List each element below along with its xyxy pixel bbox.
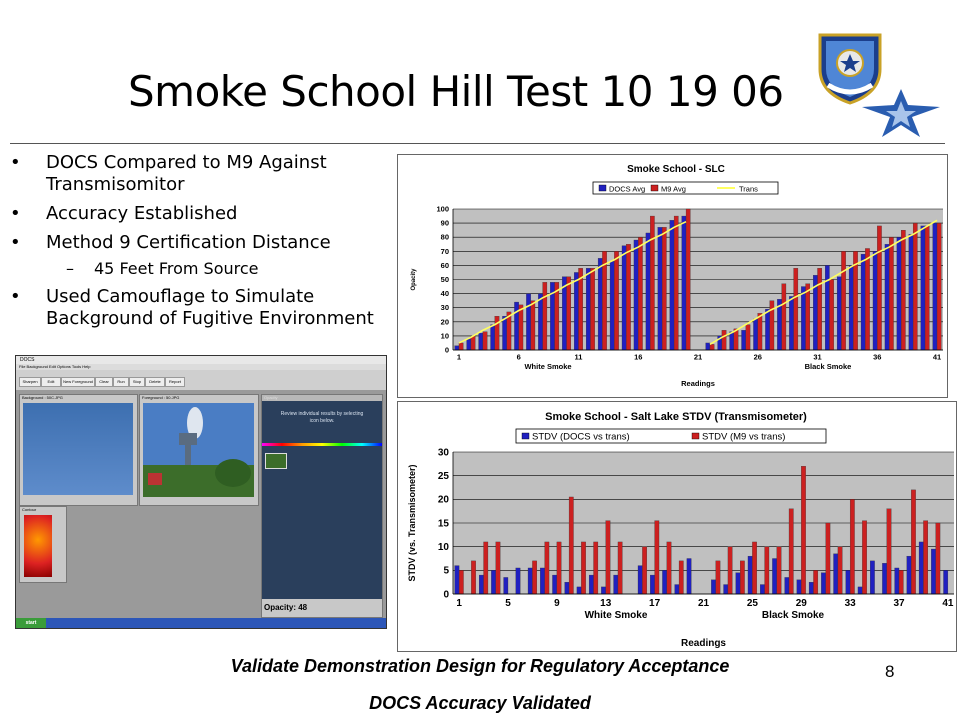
y-tick-label: 20 [437,494,449,506]
bar [853,251,857,350]
legend-swatch [651,185,658,191]
bar [789,296,793,350]
opacity-pane [261,394,383,618]
x-tick-label: 41 [942,598,954,609]
x-tick-label: 13 [600,598,612,609]
bar [574,272,578,350]
bullet-text: Used Camouflage to Simulate Background of Fugitive Environment [46,286,374,329]
bar [467,339,471,350]
bar [801,287,805,350]
bar [578,268,582,350]
bar [642,547,646,594]
bar [742,330,746,350]
bar [455,566,459,594]
chart-title: Smoke School - SLC [627,164,725,175]
y-tick-label: 0 [443,589,449,601]
bar [925,226,929,350]
toolbar-button: Edit [41,377,61,387]
legend-label: STDV (DOCS vs trans) [532,431,630,443]
bar [907,556,911,594]
bar [801,466,805,594]
legend-label: DOCS Avg [609,184,646,194]
bar [753,319,757,350]
bar [782,284,786,350]
bullet-item [8,232,403,254]
opacity-header: Opacity [262,395,382,401]
bar [634,240,638,350]
bar [772,559,776,595]
chart-stdv [397,401,957,652]
bar [543,282,547,350]
bar [870,561,874,594]
bar [722,330,726,350]
bar [919,542,923,594]
docs-software-screenshot [15,355,387,629]
toolbar [16,370,386,390]
y-tick-label: 40 [440,289,449,299]
bar [821,573,825,594]
x-tick-label: 5 [505,598,511,609]
bar [667,542,671,594]
legend-swatch [692,433,699,439]
water-tower-photo [143,403,254,497]
x-tick-label: 37 [893,598,905,609]
y-tick-label: 80 [440,232,449,242]
y-tick-label: 70 [440,246,449,256]
air-force-wings-icon [860,83,942,141]
bullet-list [8,152,403,337]
bar [540,568,544,594]
bar [459,343,463,350]
bar [873,251,877,350]
bar [913,223,917,350]
bar [674,216,678,350]
bar [716,561,720,594]
bar [889,237,893,350]
bar [594,542,598,594]
bar [923,521,927,594]
contour-pane [19,506,67,583]
bar [748,556,752,594]
title-divider [10,143,945,144]
bullet-item [8,203,403,225]
contour-heatmap [24,515,52,577]
background-label: Background : 50C.JPG [22,395,63,400]
bar [622,246,626,350]
bar [552,575,556,594]
bar [887,509,891,594]
bar [850,499,854,594]
x-tick-label: 11 [574,352,583,362]
toolbar-button: Delete [145,377,165,387]
bar [626,244,630,350]
toolbar-button: Sharpen [19,377,41,387]
x-axis-label: Readings [680,638,727,649]
x-tick-label: 31 [813,352,822,362]
bar [706,343,710,350]
bar [785,577,789,594]
bar [618,542,622,594]
bar [765,309,769,350]
bar [895,568,899,594]
bar [614,575,618,594]
opacity-value: Opacity: 48 [262,599,382,617]
x-tick-label: 1 [456,352,462,362]
bar [933,223,937,350]
y-tick-label: 30 [437,447,449,459]
bar [877,226,881,350]
bar [797,580,801,594]
foreground-pane [139,394,259,506]
bar [662,570,666,594]
y-tick-label: 20 [440,317,449,327]
y-tick-label: 15 [437,518,449,530]
x-tick-label: 25 [746,598,758,609]
bar [610,261,614,350]
bar [655,521,659,594]
footer-validate-text: Validate Demonstration Design for Regulatory Acceptance [230,656,730,676]
group-label: Black Smoke [804,362,852,371]
bar [885,244,889,350]
bar [818,268,822,350]
bar [882,563,886,594]
bar [765,547,769,594]
bar [638,566,642,594]
bar [758,313,762,350]
chart-opacity-slc [397,154,948,398]
bar [646,233,650,350]
y-tick-label: 50 [440,275,449,284]
bar [901,230,905,350]
group-label: Black Smoke [761,610,825,621]
group-label: White Smoke [584,610,648,621]
bar [516,568,520,594]
y-tick-label: 25 [437,471,449,482]
bar [650,216,654,350]
bar [531,301,535,350]
legend-swatch [522,433,529,439]
sky-image [23,403,133,495]
bar [711,580,715,594]
menu-bar: File Background Edit Options Tools Help [16,364,386,370]
bar [471,336,475,350]
bar [602,251,606,350]
bar [826,523,830,594]
bar [658,227,662,350]
bar [909,234,913,350]
group-label: White Smoke [524,362,572,371]
slide-title: Smoke School Hill Test 10 19 06 [128,67,784,116]
bar [471,561,475,594]
bar [586,268,590,350]
bar [601,587,605,594]
bullet-marker: • [10,203,21,224]
bar [849,265,853,350]
footer-accuracy-text: DOCS Accuracy Validated [369,693,591,713]
y-axis-label: STDV (vs. Transmisometer) [407,464,417,582]
bar [638,237,642,350]
bullet-item [8,152,403,196]
y-tick-label: 60 [440,260,449,270]
bar [577,587,581,594]
toolbar-button: Run [113,377,129,387]
color-scale [262,443,382,446]
bar [459,570,463,594]
toolbar-button: Stop [129,377,145,387]
bar [504,577,508,594]
bar [479,575,483,594]
legend-label: STDV (M9 vs trans) [702,431,786,443]
bar [809,582,813,594]
bar [862,521,866,594]
bar [598,258,602,350]
bar [943,570,947,594]
bar [838,547,842,594]
bullet-text: Method 9 Certification Distance [46,232,331,253]
x-tick-label: 33 [844,598,856,609]
bar [710,344,714,350]
bar [777,547,781,594]
bar [829,280,833,351]
x-tick-label: 41 [932,352,942,362]
x-tick-label: 17 [649,598,661,609]
bar [581,542,585,594]
bar [813,570,817,594]
chart-opacity-svg [398,155,947,397]
bar [491,325,495,350]
bar [502,316,506,350]
bar [740,561,744,594]
x-tick-label: 36 [873,352,882,362]
bar [834,554,838,594]
review-hint: Review individual results by selecting icon below. [280,411,364,424]
bar [491,570,495,594]
bar [519,305,523,350]
bar [538,294,542,350]
y-axis-label: Opacity [411,268,417,291]
bar [675,585,679,594]
bar [789,509,793,594]
bar [846,570,850,594]
bar [736,573,740,594]
bullet-text: Accuracy Established [46,203,238,224]
x-tick-label: 9 [554,598,560,609]
bar [484,542,488,594]
legend-label: Trans [739,184,758,194]
bar [670,220,674,350]
x-tick-label: 6 [516,352,521,362]
x-tick-label: 21 [697,598,710,609]
bar [514,302,518,350]
bar [837,277,841,350]
toolbar-button: Report [165,377,185,387]
bar [606,521,610,594]
bar [496,542,500,594]
bar [614,251,618,350]
bar [650,575,654,594]
x-tick-label: 26 [753,352,762,362]
bar [687,559,691,595]
bar [545,542,549,594]
x-tick-label: 21 [693,352,703,362]
bar [590,268,594,350]
bullet-marker: • [10,286,21,307]
chart-title: Smoke School - Salt Lake STDV (Transmisometer) [545,411,807,423]
bullet-marker: • [10,152,21,173]
bar [724,585,728,594]
sub-bullet-item [8,258,403,280]
bar [865,248,869,350]
bar [528,568,532,594]
bar [752,542,756,594]
bar [479,333,483,350]
sub-bullet-text: 45 Feet From Source [94,259,259,278]
bar [682,216,686,350]
x-tick-label: 1 [456,598,462,609]
window-title: DOCS [16,356,386,364]
bar [557,542,561,594]
page-number: 8 [885,662,895,681]
sub-bullet-marker: – [66,259,74,278]
bar [662,227,666,350]
bar [730,332,734,350]
y-tick-label: 90 [440,218,449,228]
y-tick-label: 10 [440,331,449,341]
bar [760,585,764,594]
x-tick-label: 29 [795,598,807,609]
bar [937,223,941,350]
bar [569,497,573,594]
y-tick-label: 5 [443,565,449,577]
bar [794,268,798,350]
legend-label: M9 Avg [661,184,686,194]
result-thumbnail-icon [265,453,287,469]
y-tick-label: 30 [440,303,449,313]
bar [532,561,536,594]
bar [679,561,683,594]
chart-stdv-svg [398,402,956,651]
x-axis-label: Readings [681,379,715,388]
start-button: start [16,618,46,628]
bar [746,325,750,350]
bar [565,582,569,594]
y-tick-label: 0 [444,345,449,355]
bar [589,575,593,594]
legend-swatch [599,185,606,191]
bar [495,316,499,350]
toolbar-button: New Foreground [61,377,95,387]
toolbar-button: Clear [95,377,113,387]
bar [931,549,935,594]
bar [526,294,530,350]
bar [861,254,865,350]
bar [483,332,487,350]
x-tick-label: 16 [634,352,643,362]
bullet-text: DOCS Compared to M9 Against Transmisomitor [46,152,327,195]
contour-label: Contour [22,507,37,512]
bullet-marker: • [10,232,21,253]
foreground-label: Foreground : 50.JPG [142,395,180,400]
bar [911,490,915,594]
background-pane [19,394,138,506]
bar [686,209,690,350]
bullet-item [8,286,403,330]
y-tick-label: 100 [436,204,449,214]
y-tick-label: 10 [437,542,449,553]
bar [921,226,925,350]
bar [825,265,829,350]
bar [936,523,940,594]
taskbar [16,618,386,628]
bar [806,284,810,350]
bar [841,251,845,350]
bar [567,277,571,350]
bar [455,346,459,350]
bar [897,237,901,350]
bar [899,570,903,594]
bar [858,587,862,594]
bar [728,547,732,594]
